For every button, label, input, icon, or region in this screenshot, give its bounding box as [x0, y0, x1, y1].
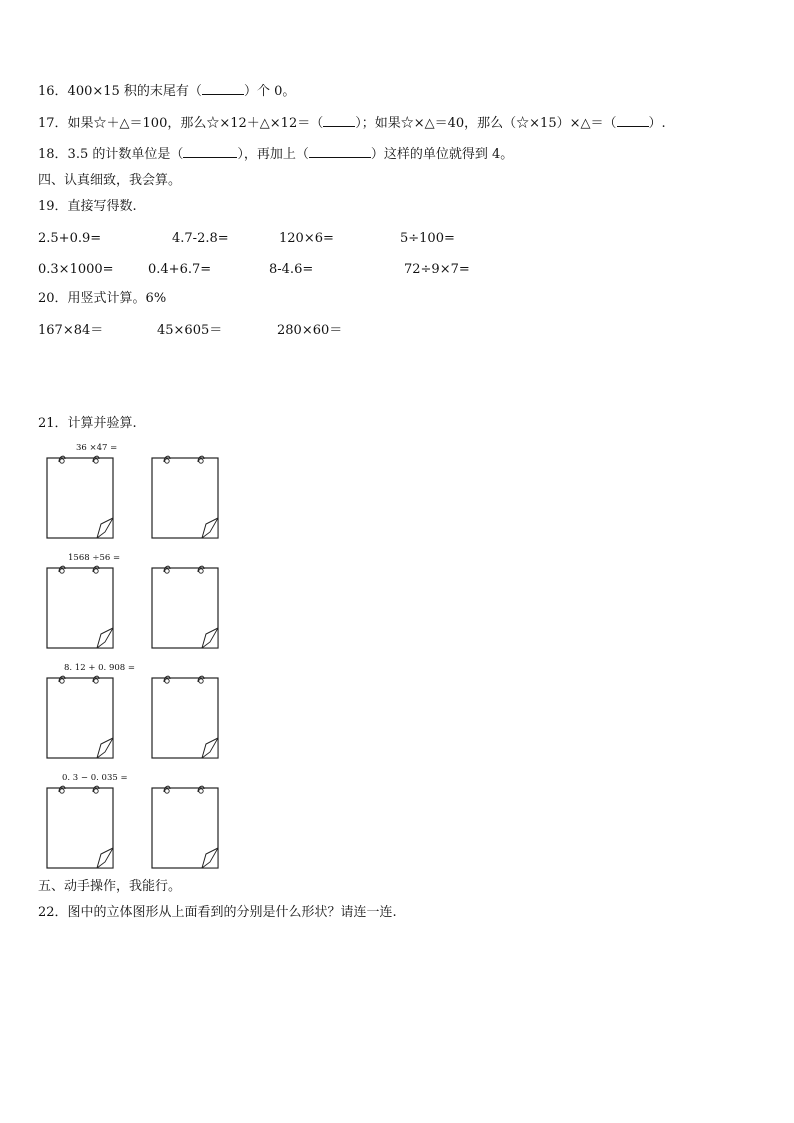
answer-blank[interactable] — [323, 114, 355, 127]
question-18 — [38, 145, 513, 164]
calc-item: 0.4+6.7= — [148, 262, 212, 277]
problem-label: 36 ×47 = — [76, 443, 118, 453]
check-notepad[interactable] — [150, 452, 220, 540]
calc-item: 4.7-2.8= — [172, 231, 229, 246]
calc-item: 5÷100= — [400, 231, 455, 246]
answer-notepad[interactable] — [45, 452, 115, 540]
problem-label: 0. 3 − 0. 035 = — [62, 773, 128, 783]
calc-item: 120×6= — [279, 231, 334, 246]
question-18-part1: 18．3.5 的计数单位是（ — [38, 147, 184, 162]
question-18-part2: ），再加上（ — [237, 147, 309, 162]
vertical-calc-item: 45×605＝ — [157, 323, 223, 338]
question-22: 22．图中的立体图形从上面看到的分别是什么形状？请连一连. — [38, 905, 397, 920]
answer-blank[interactable] — [617, 114, 649, 127]
answer-blank[interactable] — [202, 82, 244, 95]
vertical-calc-item: 167×84＝ — [38, 323, 104, 338]
question-21-title: 21．计算并验算. — [38, 416, 137, 431]
answer-notepad[interactable] — [45, 672, 115, 760]
question-17-part2: ）；如果☆×△＝40，那么（☆×15）×△＝（ — [355, 116, 617, 131]
calc-item: 0.3×1000= — [38, 262, 114, 277]
section-4-heading: 四、认真细致，我会算。 — [38, 173, 182, 188]
question-19-title: 19．直接写得数. — [38, 199, 137, 214]
check-notepad[interactable] — [150, 782, 220, 870]
check-notepad[interactable] — [150, 562, 220, 650]
question-16-prefix: 16．400×15 积的末尾有（ — [38, 84, 202, 99]
problem-label: 8. 12 + 0. 908 = — [64, 663, 136, 673]
answer-blank[interactable] — [183, 145, 237, 158]
question-16 — [38, 82, 295, 101]
question-17-part1: 17．如果☆＋△＝100，那么☆×12＋△×12＝（ — [38, 116, 324, 131]
calc-item: 2.5+0.9= — [38, 231, 102, 246]
answer-notepad[interactable] — [45, 782, 115, 870]
vertical-calc-item: 280×60＝ — [277, 323, 343, 338]
problem-label: 1568 ÷56 = — [68, 553, 121, 563]
check-notepad[interactable] — [150, 672, 220, 760]
calc-item: 8-4.6= — [269, 262, 314, 277]
question-20-title: 20．用竖式计算。6% — [38, 291, 167, 306]
answer-blank[interactable] — [309, 145, 371, 158]
calc-item: 72÷9×7= — [404, 262, 470, 277]
question-17 — [38, 114, 666, 133]
answer-notepad[interactable] — [45, 562, 115, 650]
question-17-part3: ）. — [648, 116, 666, 131]
question-18-part3: ）这样的单位就得到 4。 — [370, 147, 514, 162]
section-5-heading: 五、动手操作，我能行。 — [38, 879, 182, 894]
question-16-suffix: ）个 0。 — [243, 84, 296, 99]
